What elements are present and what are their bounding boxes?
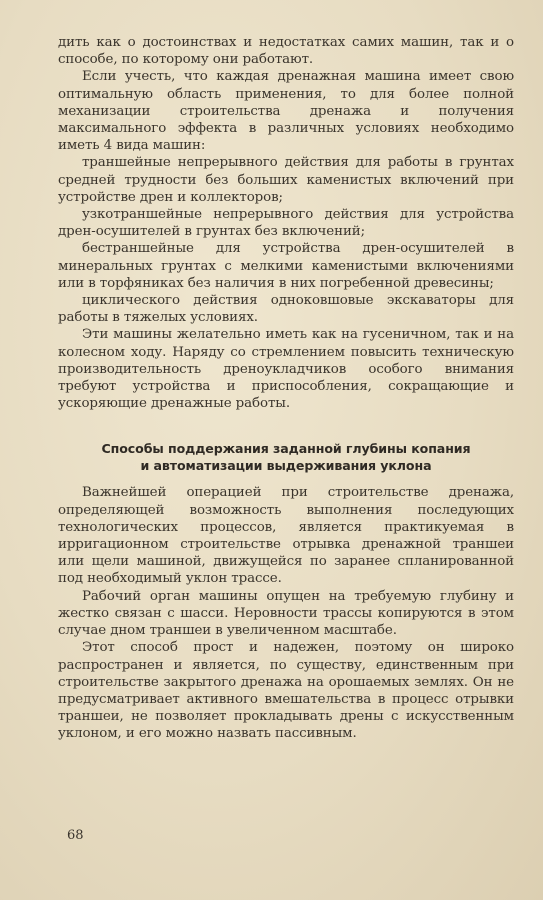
paragraph-5: бестраншейные для устройства дрен-осушителей в минеральных грунтах с мелкими каменистыми включениями или в торфяниках без наличия в них погребенной древесины; [58, 241, 514, 291]
section-heading-line-1: Способы поддержания заданной глубины копания [101, 441, 471, 457]
paragraph-8: Важнейшей операцией при строительстве дренажа, определяющей возможность выполнения последующих технологических процессов, является практикуемая в ирригационном строительстве отрывка дренажной траншеи или щели машиной, движущейся по заранее спланированной под необходимый уклон трассе. [58, 485, 514, 587]
paragraph-7: Эти машины желательно иметь как на гусеничном, так и на колесном ходу. Наряду со стремлением повысить техническую производительность дреноукладчиков особого внимания требуют устройства и приспособления, сокращающие и ускоряющие дренажные работы. [58, 327, 514, 412]
paragraph-2: Если учесть, что каждая дренажная машина имеет свою оптимальную область применения, то для более полной механизации строительства дренажа и получения максимального эффекта в различных условиях необходимо иметь 4 вида машин: [58, 69, 514, 154]
paragraph-4: узкотраншейные непрерывного действия для устройства дрен-осушителей в грунтах без включений; [58, 207, 514, 240]
paragraph-10: Этот способ прост и надежен, поэтому он широко распространен и является, по существу, единственным при строительстве закрытого дренажа на орошаемых землях. Он не предусматривает активного вмешательства в процесс отрывки траншеи, не позволяет прокладывать дрены с искусственным уклоном, и его можно назвать пассивным. [58, 640, 514, 742]
section-heading [58, 440, 514, 474]
paragraph-1: дить как о достоинствах и недостатках самих машин, так и о способе, по которому они работают. [58, 35, 514, 68]
body-text [58, 34, 514, 743]
paragraph-9: Рабочий орган машины опущен на требуемую глубину и жестко связан с шасси. Неровности трассы копируются в этом случае дном траншеи в увеличенном масштабе. [58, 588, 514, 639]
paragraph-6: циклического действия одноковшовые экскаваторы для работы в тяжелых условиях. [58, 293, 514, 326]
page-number: 68 [67, 828, 84, 843]
paragraph-3: траншейные непрерывного действия для работы в грунтах средней трудности без больших каменистых включений при устройстве дрен и коллекторов; [58, 155, 514, 205]
section-heading-line-2: и автоматизации выдерживания уклона [140, 458, 432, 474]
